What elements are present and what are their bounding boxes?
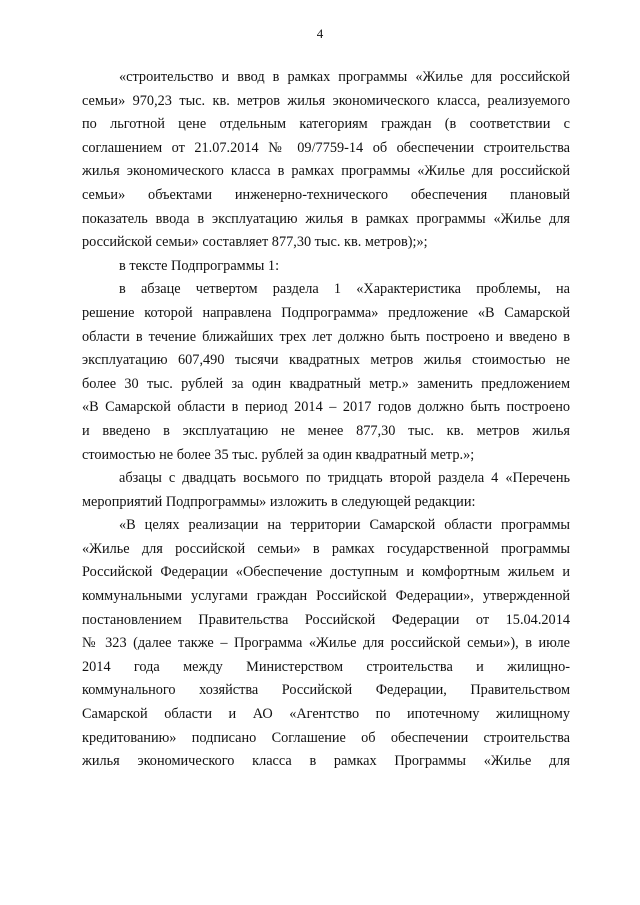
text-line: коммунального хозяйства Российской Федерации, Правительством bbox=[82, 682, 570, 699]
text-line: семьи» 970,23 тыс. кв. метров жилья экономического класса, реализуемого bbox=[82, 92, 570, 109]
text-line: абзацы с двадцать восьмого по тридцать второй раздела 4 «Перечень bbox=[119, 470, 570, 487]
text-line: «В Самарской области в период 2014 – 2017 годов должно быть построено bbox=[82, 399, 570, 416]
text-line: жилья экономического класса в рамках программы «Жилье для российской bbox=[82, 163, 570, 180]
text-line: Самарской области и АО «Агентство по ипотечному жилищному bbox=[82, 706, 570, 723]
text-line: более 30 тыс. рублей за один квадратный метр.» заменить предложением bbox=[82, 375, 570, 392]
text-line: области в течение ближайших трех лет должно быть построено и введено в bbox=[82, 328, 570, 345]
document-body bbox=[82, 66, 570, 774]
text-line: российской семьи» составляет 877,30 тыс. кв. метров);»; bbox=[82, 234, 428, 251]
text-line: решение которой направлена Подпрограмма» предложение «В Самарской bbox=[82, 304, 570, 321]
text-line: соглашением от 21.07.2014 № 09/7759-14 об обеспечении строительства bbox=[82, 139, 570, 156]
text-line: Российской Федерации «Обеспечение доступным и комфортным жильем и bbox=[82, 564, 570, 581]
text-line: «В целях реализации на территории Самарской области программы bbox=[119, 517, 570, 534]
text-line: коммунальными услугами граждан Российской Федерации», утвержденной bbox=[82, 588, 570, 605]
text-line: эксплуатацию 607,490 тысячи квадратных метров жилья стоимостью не bbox=[82, 352, 570, 369]
text-line: в тексте Подпрограммы 1: bbox=[119, 257, 280, 274]
text-line: по льготной цене отдельным категориям граждан (в соответствии с bbox=[82, 116, 570, 133]
text-line: семьи» объектами инженерно-технического обеспечения плановый bbox=[82, 186, 570, 203]
text-line: жилья экономического класса в рамках Программы «Жилье для bbox=[82, 753, 570, 770]
text-line: и введено в эксплуатацию не менее 877,30 тыс. кв. метров жилья bbox=[82, 422, 570, 439]
text-line: постановлением Правительства Российской Федерации от 15.04.2014 bbox=[82, 611, 570, 628]
text-line: 2014 года между Министерством строительства и жилищно- bbox=[82, 658, 570, 675]
text-line: в абзаце четвертом раздела 1 «Характеристика проблемы, на bbox=[119, 281, 570, 298]
text-line: стоимостью не более 35 тыс. рублей за один квадратный метр.»; bbox=[82, 446, 475, 463]
text-line: «строительство и ввод в рамках программы «Жилье для российской bbox=[119, 69, 570, 85]
text-line: кредитованию» подписано Соглашение об обеспечении строительства bbox=[82, 729, 570, 746]
text-line: «Жилье для российской семьи» в рамках государственной программы bbox=[82, 540, 570, 557]
text-line: показатель ввода в эксплуатацию жилья в рамках программы «Жилье для bbox=[82, 210, 570, 227]
text-line: мероприятий Подпрограммы» изложить в следующей редакции: bbox=[82, 493, 476, 510]
page-number: 4 bbox=[316, 26, 324, 41]
text-line: № 323 (далее также – Программа «Жилье для российской семьи»), в июле bbox=[82, 635, 570, 652]
